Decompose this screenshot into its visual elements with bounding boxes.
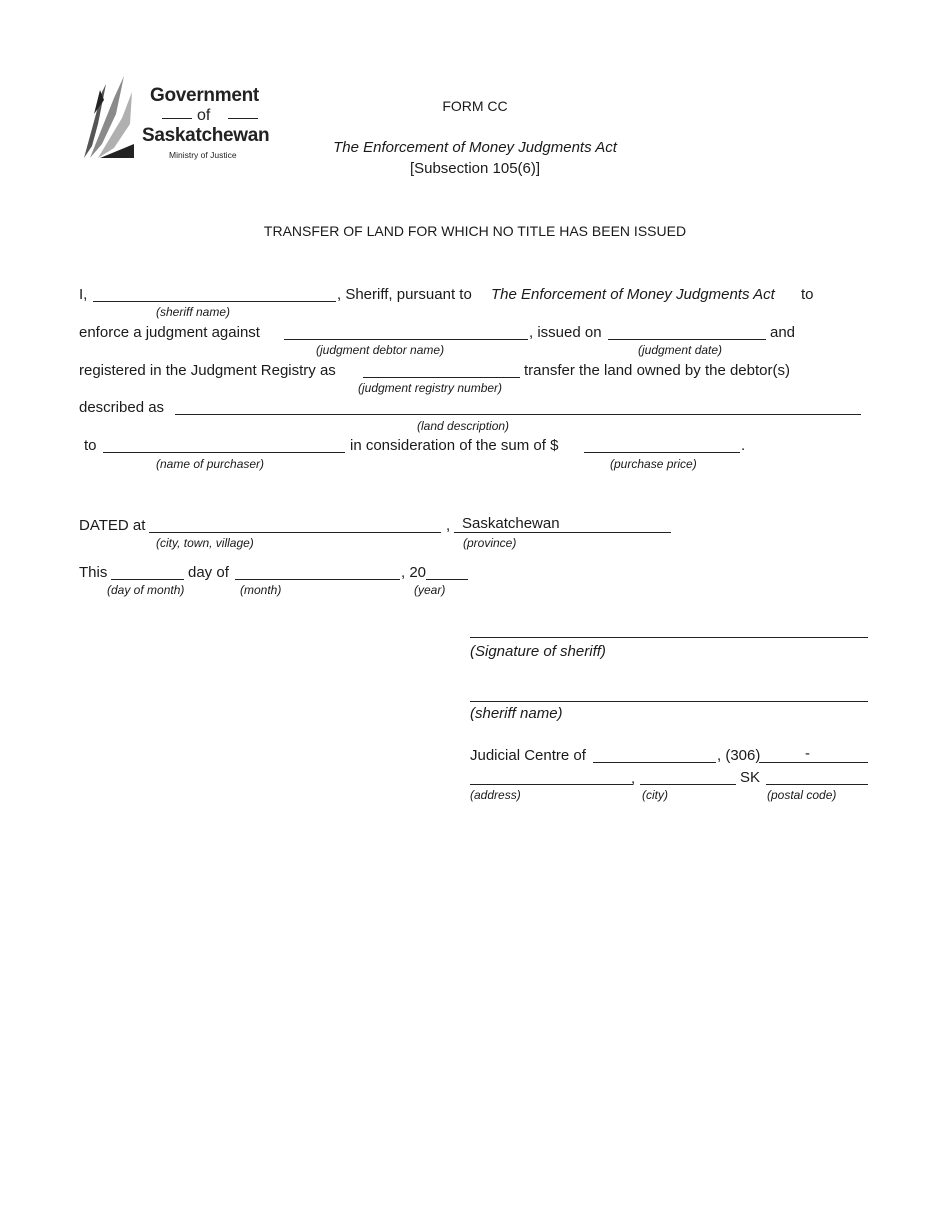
month-field[interactable] xyxy=(235,562,400,580)
judicial-centre-label: Judicial Centre of xyxy=(470,747,586,764)
caption-city: (city, town, village) xyxy=(156,536,254,550)
province-abbrev: SK xyxy=(740,769,761,786)
caption-judgment-date: (judgment date) xyxy=(638,343,723,357)
judicial-centre-field[interactable] xyxy=(593,745,716,763)
phone-prefix: , (306) xyxy=(717,747,761,764)
this-label: This xyxy=(79,564,108,581)
r5-mid: in consideration of the sum of $ xyxy=(350,437,559,454)
sheriff-signature-field[interactable] xyxy=(470,620,868,638)
day-of-month-field[interactable] xyxy=(111,562,184,580)
caption-land-description: (land description) xyxy=(417,419,510,433)
r3-suffix: transfer the land owned by the debtor(s) xyxy=(524,362,790,379)
caption-purchaser: (name of purchaser) xyxy=(156,457,265,471)
address-comma: , xyxy=(631,770,636,787)
caption-sheriff-printed-name: (sheriff name) xyxy=(470,705,563,722)
day-of-label: day of xyxy=(188,564,229,581)
purchaser-name-field[interactable] xyxy=(103,435,345,453)
logo-line-2: of xyxy=(197,107,211,124)
r4-prefix: described as xyxy=(79,399,165,416)
r2-prefix: enforce a judgment against xyxy=(79,324,260,341)
r1-suffix: to xyxy=(801,286,814,303)
phone-field[interactable] xyxy=(759,745,868,763)
year-prefix: , 20 xyxy=(401,564,427,581)
caption-province: (province) xyxy=(463,536,517,550)
logo-rule-left xyxy=(162,118,192,119)
dated-city-field[interactable] xyxy=(149,515,441,533)
subsection: [Subsection 105(6)] xyxy=(409,160,541,177)
r5-prefix: to xyxy=(84,437,97,454)
caption-sheriff-name: (sheriff name) xyxy=(156,305,231,319)
province-field[interactable] xyxy=(454,515,671,533)
r1-act: The Enforcement of Money Judgments Act xyxy=(491,286,775,303)
caption-signature: (Signature of sheriff) xyxy=(470,643,606,660)
r1-mid: , Sheriff, pursuant to xyxy=(337,286,472,303)
r3-prefix: registered in the Judgment Registry as xyxy=(79,362,336,379)
province-value: Saskatchewan xyxy=(462,515,560,532)
dated-prefix: DATED at xyxy=(79,517,146,534)
logo-line-3: Saskatchewan xyxy=(142,125,270,146)
judgment-date-field[interactable] xyxy=(608,322,766,340)
logo-line-1: Government xyxy=(150,85,259,106)
r1-prefix: I, xyxy=(79,286,88,303)
form-label: FORM CC xyxy=(442,98,508,114)
document-title: TRANSFER OF LAND FOR WHICH NO TITLE HAS BEEN ISSUED xyxy=(263,223,687,239)
land-description-field[interactable] xyxy=(175,397,861,415)
logo-rule-right xyxy=(228,118,258,119)
purchase-price-field[interactable] xyxy=(584,435,740,453)
caption-day: (day of month) xyxy=(107,583,185,597)
caption-registry-number: (judgment registry number) xyxy=(358,381,503,395)
r2-suffix: and xyxy=(770,324,796,341)
caption-address: (address) xyxy=(470,788,521,802)
judgment-registry-number-field[interactable] xyxy=(363,360,520,378)
logo-line-4: Ministry of Justice xyxy=(169,150,237,160)
caption-month: (month) xyxy=(240,583,282,597)
address-field[interactable] xyxy=(470,767,633,785)
sheriff-printed-name-field[interactable] xyxy=(470,684,868,702)
caption-purchase-price: (purchase price) xyxy=(610,457,697,471)
phone-dash: - xyxy=(805,745,810,762)
caption-debtor-name: (judgment debtor name) xyxy=(316,343,445,357)
dated-comma: , xyxy=(446,517,451,534)
year-field[interactable] xyxy=(426,562,468,580)
caption-year: (year) xyxy=(414,583,446,597)
sheriff-name-field[interactable] xyxy=(93,284,336,302)
caption-postal-code: (postal code) xyxy=(767,788,837,802)
act-title: The Enforcement of Money Judgments Act xyxy=(333,139,617,156)
form-label-wrap xyxy=(0,97,950,115)
r2-mid: , issued on xyxy=(529,324,602,341)
postal-code-field[interactable] xyxy=(766,767,868,785)
city-field[interactable] xyxy=(640,767,736,785)
caption-signature-city: (city) xyxy=(642,788,668,802)
judgment-debtor-name-field[interactable] xyxy=(284,322,528,340)
r5-end: . xyxy=(741,437,746,454)
